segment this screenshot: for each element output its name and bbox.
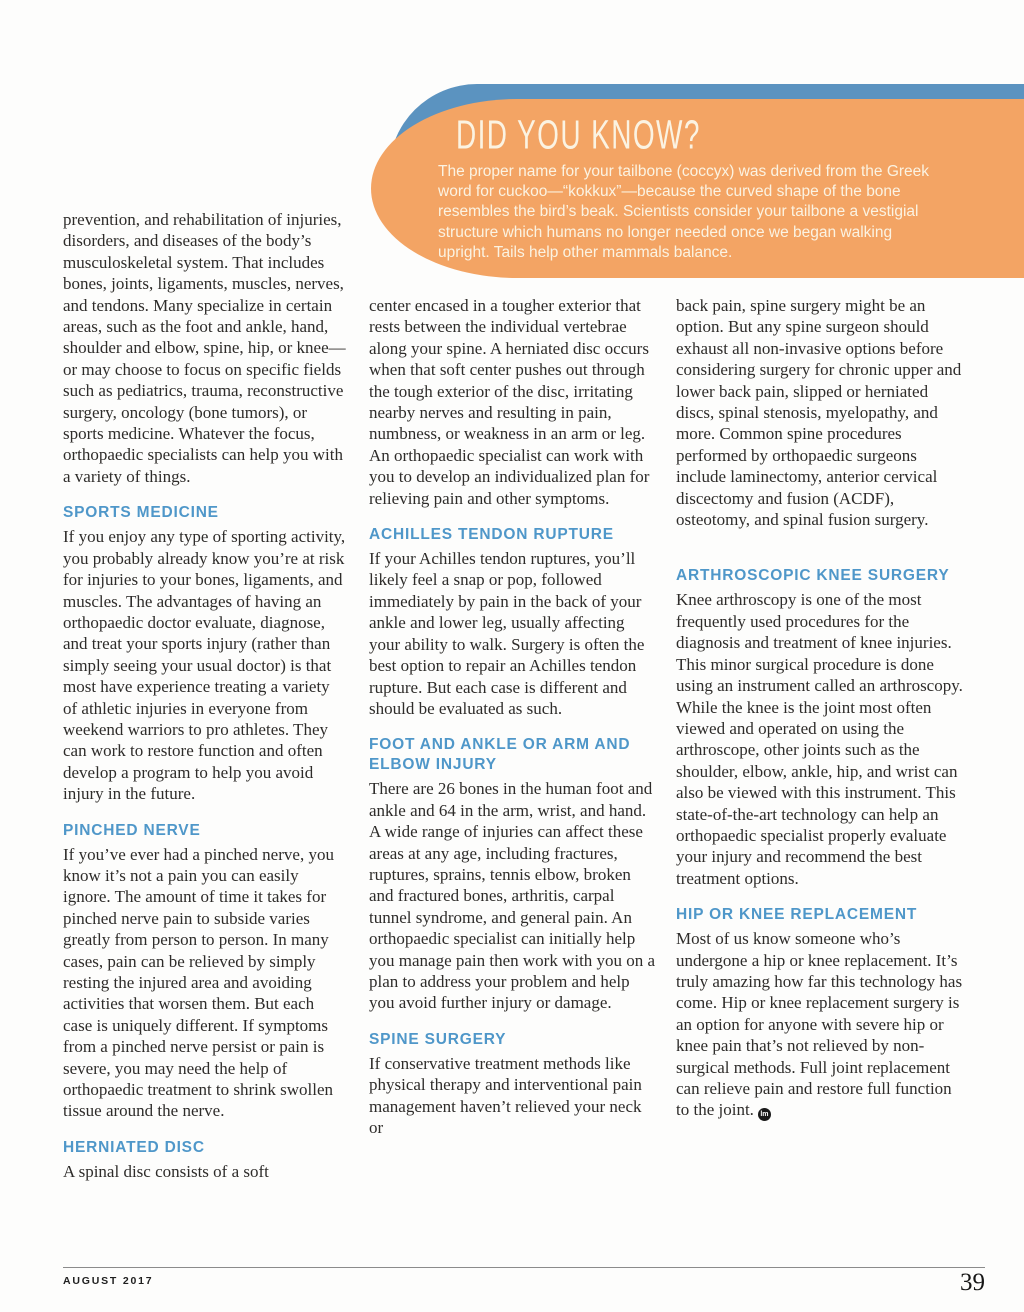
heading-arthroscopic-knee-surgery: ARTHROSCOPIC KNEE SURGERY bbox=[676, 567, 950, 585]
footer-rule bbox=[63, 1267, 985, 1268]
callout-orange-box bbox=[371, 99, 1024, 278]
paragraph-sports-medicine: If you enjoy any type of sporting activity, you probably already know you’re at risk for injuries to your bones, ligaments, and muscles. The advantages of having an orthopaedic doctor evaluate, diagnose, and treat your sports injury (rather than simply seeing your usual doctor) is that most have experience treating a variety of athletic injuries in everyone from weekend warriors to pro athletes. They can work to restore function and often develop a program to help you avoid injury in the future. bbox=[63, 527, 346, 804]
text-column-2 bbox=[369, 295, 656, 1138]
heading-sports-medicine: SPORTS MEDICINE bbox=[63, 504, 219, 522]
heading-hip-or-knee-replacement: HIP OR KNEE REPLACEMENT bbox=[676, 906, 918, 924]
heading-achilles-tendon-rupture: ACHILLES TENDON RUPTURE bbox=[369, 526, 614, 544]
paragraph-spine-surgery-continued: back pain, spine surgery might be an option. But any spine surgeon should exhaust all non-invasive options before considering surgery for chronic upper and lower back pain, slipped or herniated discs, spinal stenosis, myelopathy, and more. Common spine procedures performed by orthopaedic surgeons include laminectomy, anterior cervical discectomy and fusion (ACDF), osteotomy, and spinal fusion surgery. bbox=[676, 296, 962, 530]
paragraph-herniated-disc-start: A spinal disc consists of a soft bbox=[63, 1161, 269, 1181]
paragraph-orthopaedics-intro-continued: prevention, and rehabilitation of injuries, disorders, and diseases of the body’s musculoskeletal system. That includes bones, joints, ligaments, muscles, nerves, and tendons. Many specialize in certain areas, such as the foot and ankle, hand, shoulder and elbow, spine, hip, or knee—or may choose to focus on specific fields such as pediatrics, trauma, reconstructive surgery, oncology (bone tumors), or sports medicine. Whatever the focus, orthopaedic specialists can help you with a variety of things. bbox=[63, 210, 346, 486]
heading-pinched-nerve: PINCHED NERVE bbox=[63, 821, 201, 839]
paragraph-pinched-nerve: If you’ve ever had a pinched nerve, you know it’s not a pain you can easily ignore. The amount of time it takes for pinched nerve pain to subside varies greatly from person to person. In many cases, pain can be relieved by simply resting the injured area and avoiding activities that worsen them. But each case is uniquely different. If symptoms from a pinched nerve persist or pain is severe, you may need the help of orthopaedic treatment to shrink swollen tissue around the nerve. bbox=[63, 844, 334, 1121]
heading-spine-surgery: SPINE SURGERY bbox=[369, 1030, 507, 1048]
paragraph-achilles-tendon-rupture: If your Achilles tendon ruptures, you’ll likely feel a snap or pop, followed immediately by pain in the back of your ankle and lower leg, usually affecting your ability to walk. Surgery is often the best option to repair an Achilles tendon rupture. But each case is different and should be evaluated as such. bbox=[369, 549, 645, 718]
footer-issue-date: AUGUST 2017 bbox=[63, 1275, 154, 1287]
text-column-3 bbox=[676, 295, 963, 1121]
callout-body-text: The proper name for your tailbone (coccyx) was derived from the Greek word for cuckoo—“kokkux”—because the curved shape of the bone resembles the bird’s beak. Scientists consider your tailbone a vestigial structure which humans no longer needed once we began walking upright. Tails help other mammals balance. bbox=[438, 163, 930, 261]
heading-foot-ankle-arm-elbow-injury: FOOT AND ANKLE OR ARM AND ELBOW INJURY bbox=[369, 736, 631, 774]
paragraph-herniated-disc-continued: center encased in a tougher exterior that rests between the individual vertebrae along your spine. A herniated disc occurs when that soft center pushes out through the tough exterior of the disc, irritating nearby nerves and resulting in pain, numbness, or weakness in an arm or leg. An orthopaedic specialist can work with you to develop an individualized plan for relieving pain and other symptoms. bbox=[369, 296, 650, 508]
heading-herniated-disc: HERNIATED DISC bbox=[63, 1138, 205, 1156]
paragraph-foot-ankle-arm-elbow-injury: There are 26 bones in the human foot and ankle and 64 in the arm, wrist, and hand. A wide range of injuries can affect these areas at any age, including fractures, ruptures, sprains, tennis elbow, broken and fractured bones, arthritis, carpal tunnel syndrome, and general pain. An orthopaedic specialist can initially help you manage pain then work with you on a plan to address your problem and help you avoid further injury or damage. bbox=[369, 779, 656, 1013]
paragraph-spine-surgery-start: If conservative treatment methods like physical therapy and interventional pain management haven’t relieved your neck or bbox=[369, 1053, 642, 1137]
footer-page-number: 39 bbox=[960, 1269, 985, 1296]
text-column-1 bbox=[63, 209, 347, 1182]
paragraph-text: Most of us know someone who’s undergone a hip or knee replacement. It’s truly amazing how far this technology has come. Hip or knee replacement surgery is an option for anyone with severe hip or knee pain that’s not relieved by non-surgical methods. Full joint replacement can relieve pain and restore full function to the joint. bbox=[676, 929, 963, 1120]
callout-title: DID YOU KNOW? bbox=[456, 113, 701, 158]
paragraph-hip-or-knee-replacement bbox=[676, 928, 963, 1121]
article-end-mark-icon: lm bbox=[758, 1108, 771, 1121]
paragraph-arthroscopic-knee-surgery: Knee arthroscopy is one of the most frequently used procedures for the diagnosis and treatment of knee injuries. This minor surgical procedure is done using an instrument called an arthroscopy. While the knee is the joint most often viewed and operated on using the arthroscope, other joints such as the shoulder, elbow, ankle, hip, and wrist can also be viewed with this instrument. This state-of-the-art technology can help an orthopaedic specialist properly evaluate your injury and recommend the best treatment options. bbox=[676, 590, 963, 888]
